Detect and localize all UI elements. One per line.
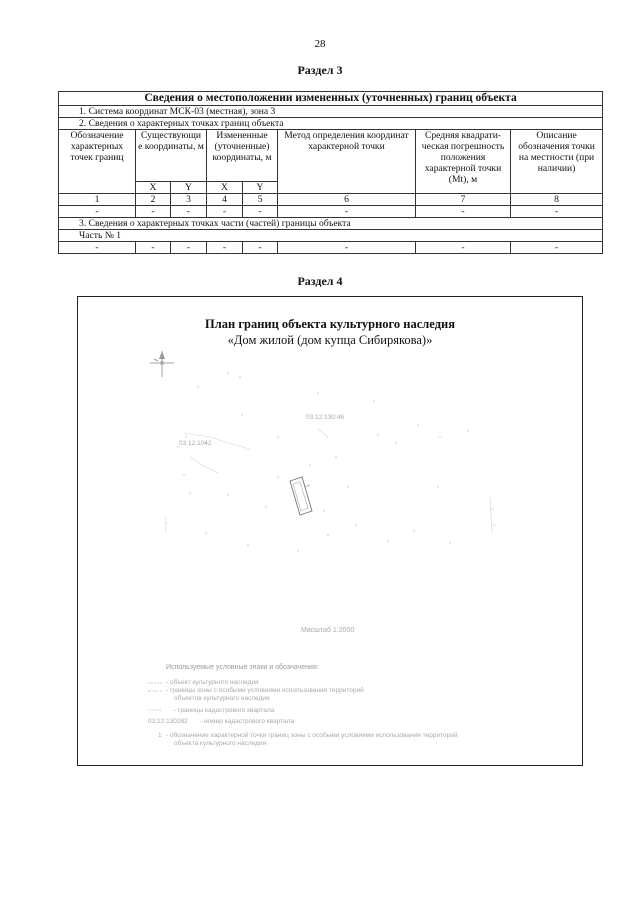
col-number: 3	[171, 194, 207, 206]
legend-item: - границы зоны с особыми условиями использования территорий	[166, 687, 364, 694]
legend-item: - обозначение характерной точки границ зоны с особыми условиями использования территорий	[166, 732, 458, 739]
table-cell: -	[171, 206, 207, 218]
heritage-object-outline	[290, 477, 312, 515]
header-error: Средняя квадрати-ческая погрешность положения характерной точки (Mt), м	[416, 130, 511, 194]
map-drawing	[78, 297, 584, 767]
legend-code: 1	[158, 732, 162, 739]
legend-code: 03:12:130282	[148, 718, 188, 725]
legend-item: - объект культурного наследия	[166, 679, 259, 686]
table-cell: -	[416, 206, 511, 218]
table-cell: -	[207, 242, 243, 254]
map-faint-lines	[166, 429, 492, 533]
col-number: 5	[243, 194, 278, 206]
cadastral-label: 03:12:1042	[179, 440, 212, 447]
coord-system-row: 1. Система координат МСК-03 (местная), зона 3	[59, 106, 603, 118]
table-title: Сведения о местоположении измененных (уточненных) границ объекта	[59, 92, 603, 106]
legend-title: Используемые условные знаки и обозначения:	[166, 664, 319, 671]
table-cell: -	[59, 206, 136, 218]
col-number: 1	[59, 194, 136, 206]
header-changed: Измененные (уточненные) координаты, м	[207, 130, 278, 182]
table-cell: -	[416, 242, 511, 254]
legend-item: - границы кадастрового квартала	[174, 707, 275, 714]
col-number: 6	[278, 194, 416, 206]
table-cell: -	[207, 206, 243, 218]
boundary-plan-map	[77, 296, 583, 766]
header-description: Описание обозначения точки на местности (при наличии)	[511, 130, 603, 194]
cadastral-label: 03:12:130:46	[306, 414, 344, 421]
boundary-table	[58, 91, 603, 254]
map-title: План границ объекта культурного наследия	[205, 317, 455, 331]
part-label-row: Часть № 1	[59, 230, 603, 242]
table-cell: -	[278, 206, 416, 218]
table-cell: -	[136, 242, 171, 254]
header-existing: Существующи е координаты, м	[136, 130, 207, 182]
col-number: 2	[136, 194, 171, 206]
table-cell: -	[171, 242, 207, 254]
legend-symbols	[148, 683, 162, 710]
legend-item: объектов культурного наследия	[174, 695, 270, 702]
header-designation: Обозначение характерных точек границ	[59, 130, 136, 194]
part-points-row: 3. Сведения о характерных точках части (частей) границы объекта	[59, 218, 603, 230]
table-cell: -	[136, 206, 171, 218]
table-cell: -	[59, 242, 136, 254]
header-method: Метод определения координат характерной точки	[278, 130, 416, 194]
table-cell: -	[278, 242, 416, 254]
col-number: 7	[416, 194, 511, 206]
section-3-title: Раздел 3	[297, 63, 343, 77]
north-arrow-icon	[150, 351, 174, 377]
table-cell: -	[243, 242, 278, 254]
map-subtitle: «Дом жилой (дом купца Сибирякова)»	[227, 333, 433, 347]
section-4-title: Раздел 4	[297, 274, 343, 288]
legend-item: - номер кадастрового квартала	[200, 718, 295, 725]
header-x-changed: X	[207, 182, 243, 194]
header-x-existing: X	[136, 182, 171, 194]
header-y-existing: Y	[171, 182, 207, 194]
table-cell: -	[243, 206, 278, 218]
table-cell: -	[511, 206, 603, 218]
map-scale: Масштаб 1:2000	[301, 627, 355, 634]
table-cell: -	[511, 242, 603, 254]
col-number: 4	[207, 194, 243, 206]
char-points-row: 2. Сведения о характерных точках границ объекта	[59, 118, 603, 130]
page-number: 28	[314, 38, 326, 50]
map-noise	[165, 372, 495, 552]
header-y-changed: Y	[243, 182, 278, 194]
legend-item: объекта культурного наследия	[174, 740, 267, 747]
col-number: 8	[511, 194, 603, 206]
